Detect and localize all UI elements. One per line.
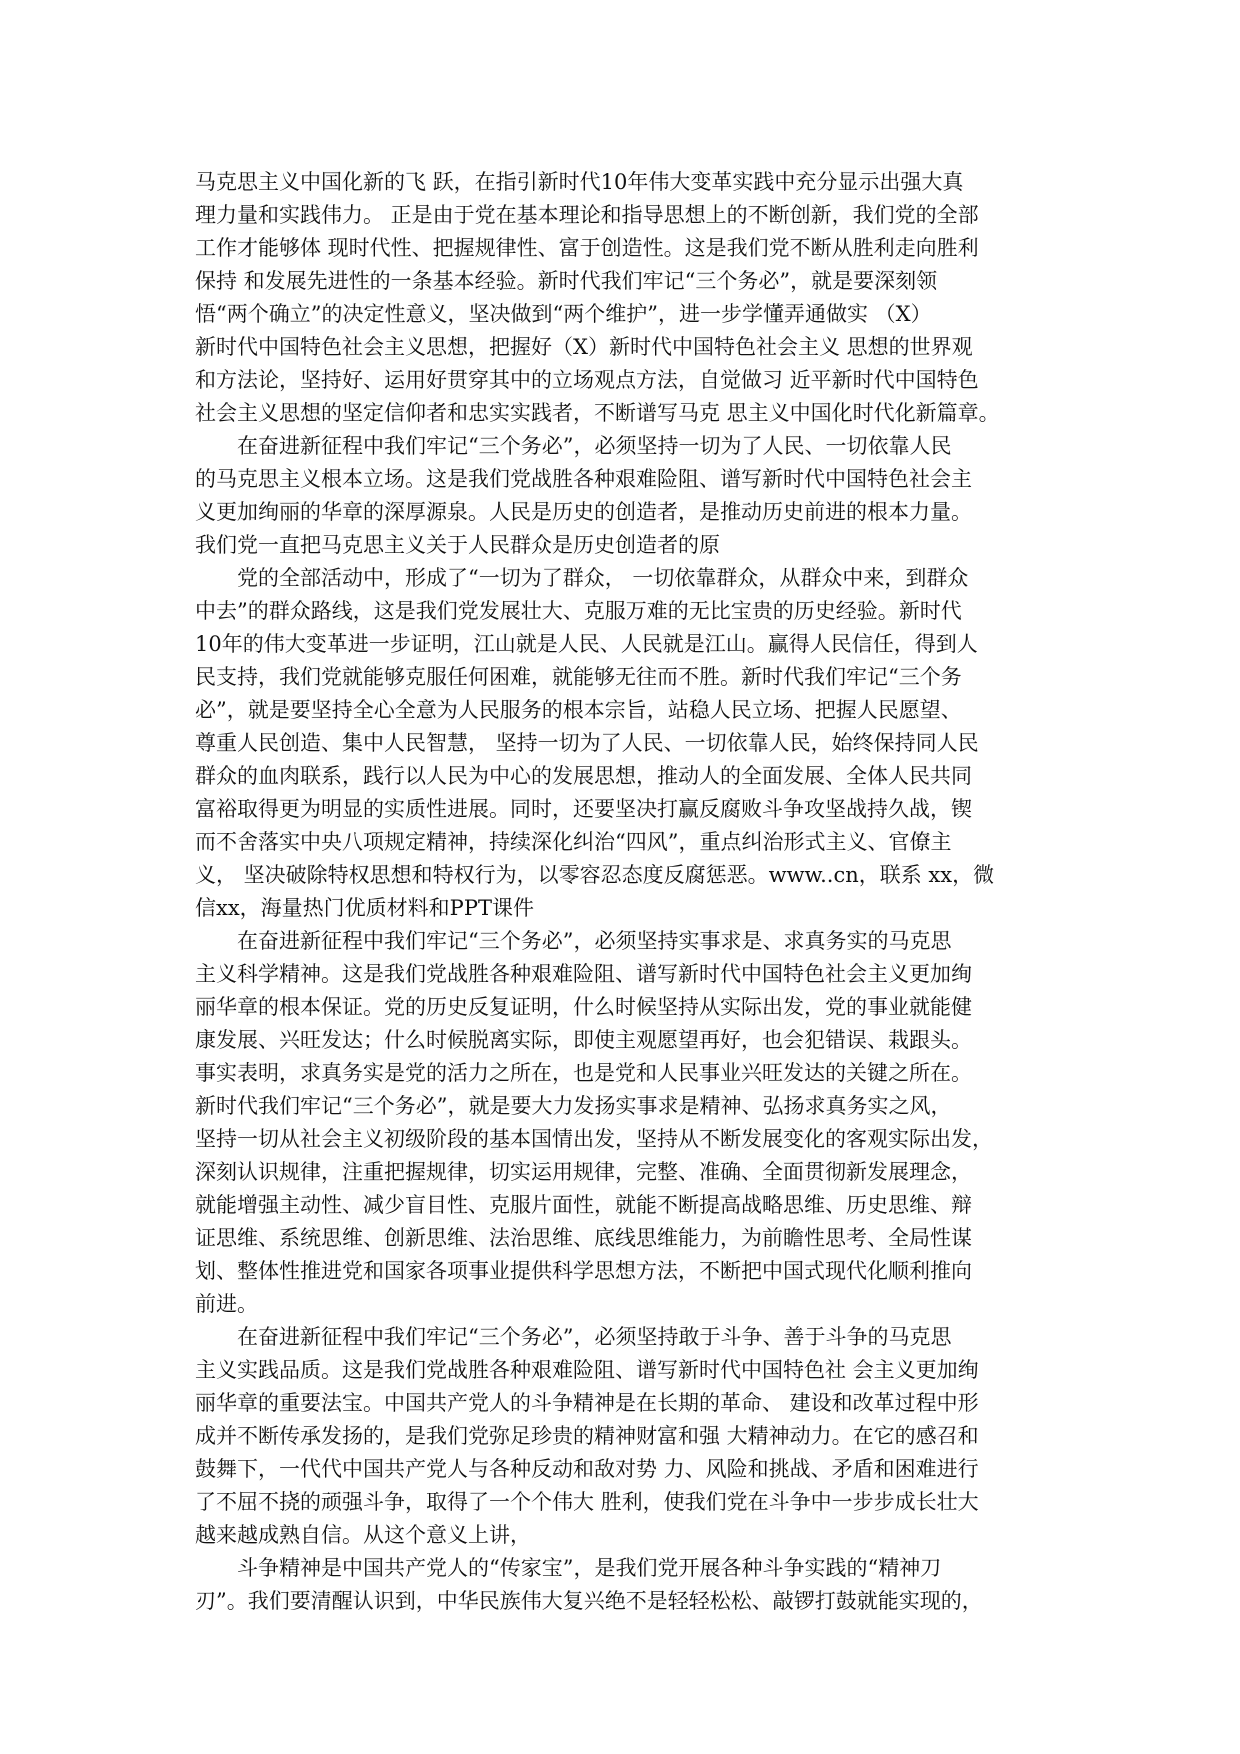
text-line: 康发展、兴旺发达；什么时候脱离实际，即使主观愿望再好，也会犯错误、栽跟头。 bbox=[195, 1028, 972, 1052]
text-line: 了不屈不挠的顽强斗争，取得了一个个伟大 胜利，使我们党在斗争中一步步成长壮大 bbox=[195, 1490, 979, 1514]
text-line: 群众的血肉联系，践行以人民为中心的发展思想，推动人的全面发展、全体人民共同 bbox=[195, 764, 972, 788]
text-line: 工作才能够体 现时代性、把握规律性、富于创造性。这是我们党不断从胜利走向胜利 bbox=[195, 236, 979, 260]
paragraph-first-line: 在奋进新征程中我们牢记“三个务必”，必须坚持敢于斗争、善于斗争的马克思 bbox=[237, 1325, 952, 1349]
text-line: 划、整体性推进党和国家各项事业提供科学思想方法，不断把中国式现代化顺利推向 bbox=[195, 1259, 972, 1283]
text-line: 必”，就是要坚持全心全意为人民服务的根本宗旨，站稳人民立场、把握人民愿望、 bbox=[195, 698, 962, 722]
text-line: 信xx，海量热门优质材料和PPT课件 bbox=[195, 896, 534, 920]
text-line: 深刻认识规律，注重把握规律，切实运用规律，完整、准确、全面贯彻新发展理念， bbox=[195, 1160, 972, 1184]
text-line: 保持 和发展先进性的一条基本经验。新时代我们牢记“三个务必”，就是要深刻领 bbox=[195, 269, 938, 293]
text-line: 主义科学精神。这是我们党战胜各种艰难险阻、谱写新时代中国特色社会主义更加绚 bbox=[195, 962, 972, 986]
text-line: 和方法论，坚持好、运用好贯穿其中的立场观点方法，自觉做习 近平新时代中国特色 bbox=[195, 368, 979, 392]
text-line: 社会主义思想的坚定信仰者和忠实实践者，不断谱写马克 思主义中国化时代化新篇章。 bbox=[195, 401, 1000, 425]
text-line: 证思维、系统思维、创新思维、法治思维、底线思维能力，为前瞻性思考、全局性谋 bbox=[195, 1226, 972, 1250]
text-line: 民支持，我们党就能够克服任何困难，就能够无往而不胜。新时代我们牢记“三个务 bbox=[195, 665, 962, 689]
text-line: 悟“两个确立”的决定性意义，坚决做到“两个维护”，进一步学懂弄通做实 （X） bbox=[195, 302, 932, 326]
text-line: 丽华章的重要法宝。中国共产党人的斗争精神是在长期的革命、 建设和改革过程中形 bbox=[195, 1391, 979, 1415]
text-line: 尊重人民创造、集中人民智慧， 坚持一切为了人民、一切依靠人民，始终保持同人民 bbox=[195, 731, 979, 755]
paragraph-first-line: 党的全部活动中，形成了“一切为了群众， 一切依靠群众，从群众中来，到群众 bbox=[237, 566, 969, 590]
text-line: 的马克思主义根本立场。这是我们党战胜各种艰难险阻、谱写新时代中国特色社会主 bbox=[195, 467, 972, 491]
text-line: 新时代我们牢记“三个务必”，就是要大力发扬实事求是精神、弘扬求真务实之风， bbox=[195, 1094, 952, 1118]
text-line: 丽华章的根本保证。党的历史反复证明，什么时候坚持从实际出发，党的事业就能健 bbox=[195, 995, 972, 1019]
text-line: 富裕取得更为明显的实质性进展。同时，还要坚决打赢反腐败斗争攻坚战持久战，锲 bbox=[195, 797, 972, 821]
text-line: 我们党一直把马克思主义关于人民群众是历史创造者的原 bbox=[195, 533, 720, 557]
text-line: 而不舍落实中央八项规定精神，持续深化纠治“四风”，重点纠治形式主义、官僚主 bbox=[195, 830, 952, 854]
text-line: 主义实践品质。这是我们党战胜各种艰难险阻、谱写新时代中国特色社 会主义更加绚 bbox=[195, 1358, 979, 1382]
text-line: 10年的伟大变革进一步证明，江山就是人民、人民就是江山。赢得人民信任，得到人 bbox=[195, 632, 978, 656]
text-line: 越来越成熟自信。从这个意义上讲， bbox=[195, 1523, 531, 1547]
text-line: 前进。 bbox=[195, 1292, 258, 1316]
text-line: 义， 坚决破除特权思想和特权行为，以零容忍态度反腐惩恶。www..cn，联系 xx，微 bbox=[195, 863, 995, 887]
paragraph-first-line: 在奋进新征程中我们牢记“三个务必”，必须坚持实事求是、求真务实的马克思 bbox=[237, 929, 952, 953]
text-line: 鼓舞下，一代代中国共产党人与各种反动和敌对势 力、风险和挑战、矛盾和困难进行 bbox=[195, 1457, 979, 1481]
paragraph-first-line: 在奋进新征程中我们牢记“三个务必”，必须坚持一切为了人民、一切依靠人民 bbox=[237, 434, 952, 458]
text-line: 新时代中国特色社会主义思想，把握好（X）新时代中国特色社会主义 思想的世界观 bbox=[195, 335, 973, 359]
text-line: 中去”的群众路线，这是我们党发展壮大、克服万难的无比宝贵的历史经验。新时代 bbox=[195, 599, 962, 623]
text-line: 成并不断传承发扬的，是我们党弥足珍贵的精神财富和强 大精神动力。在它的感召和 bbox=[195, 1424, 979, 1448]
text-line: 马克思主义中国化新的飞 跃，在指引新时代10年伟大变革实践中充分显示出强大真 bbox=[195, 170, 964, 194]
text-line: 义更加绚丽的华章的深厚源泉。人民是历史的创造者，是推动历史前进的根本力量。 bbox=[195, 500, 972, 524]
text-line: 理力量和实践伟力。 正是由于党在基本理论和指导思想上的不断创新，我们党的全部 bbox=[195, 203, 979, 227]
paragraph-first-line: 斗争精神是中国共产党人的“传家宝”，是我们党开展各种斗争实践的“精神刀 bbox=[237, 1556, 942, 1580]
text-line: 坚持一切从社会主义初级阶段的基本国情出发，坚持从不断发展变化的客观实际出发， bbox=[195, 1127, 993, 1151]
document-body bbox=[195, 166, 1055, 1618]
text-line: 就能增强主动性、减少盲目性、克服片面性，就能不断提高战略思维、历史思维、辩 bbox=[195, 1193, 972, 1217]
text-line: 刃”。我们要清醒认识到，中华民族伟大复兴绝不是轻轻松松、敲锣打鼓就能实现的， bbox=[195, 1589, 983, 1613]
text-line: 事实表明，求真务实是党的活力之所在，也是党和人民事业兴旺发达的关键之所在。 bbox=[195, 1061, 972, 1085]
